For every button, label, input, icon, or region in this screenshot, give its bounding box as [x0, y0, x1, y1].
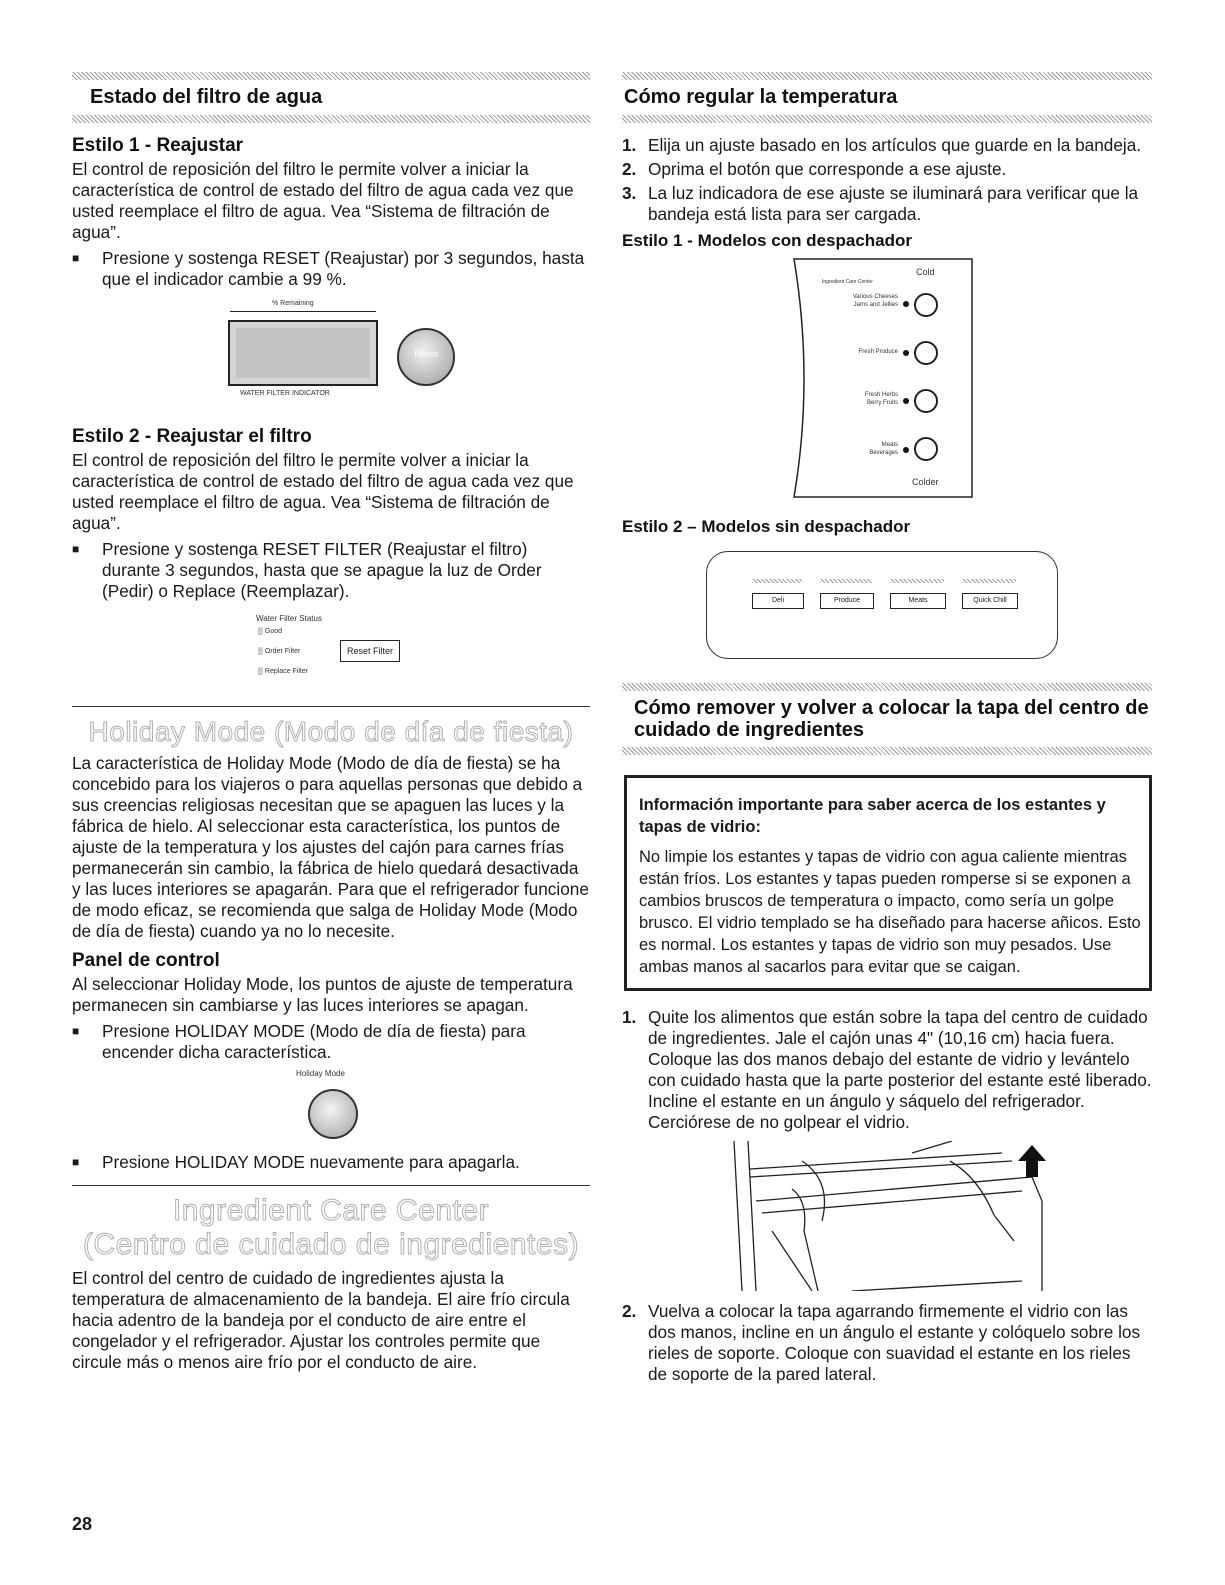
panel-bullet-2 — [72, 1152, 590, 1173]
bullet-text: Presione y sostenga RESET FILTER (Reajustar el filtro) durante 3 segundos, hasta que se apague la luz de Order (Pedir) o Replace (Reemplazar). — [102, 539, 542, 601]
deli-button[interactable]: Deli — [752, 593, 804, 609]
style1-heading: Estilo 1 - Reajustar — [72, 135, 244, 156]
icc-buttons-figure — [622, 545, 1152, 665]
style2-models-heading: Estilo 2 – Modelos sin despachador — [622, 517, 911, 536]
bullet-icon: ■ — [72, 1024, 80, 1038]
divider — [72, 706, 590, 707]
option-herbs: Fresh Herbs Berry Fruits — [864, 392, 898, 406]
icc-body: El control del centro de cuidado de ingredientes ajusta la temperatura de almacenamiento de la bandeja. El aire frío circula hacia adentro de la bandeja por el conducto de aire entre el congelador y el refrigerador. Ajustar los controles permite que circule más o menos aire frío por el conducto de aire. — [72, 1268, 570, 1372]
indicator-display — [228, 320, 378, 386]
colder-label: Colder — [912, 477, 939, 487]
status-title: Water Filter Status — [256, 614, 322, 623]
produce-button[interactable] — [914, 341, 938, 365]
important-info-box — [624, 775, 1152, 991]
remove-step-2: 2. Vuelva a colocar la tapa agarrando firmemente el vidrio con las dos manos, incline en un ángulo el estante y colóquelo sobre los rieles de soporte. Coloque con suavidad el estante en los rieles de soporte de la pared lateral. — [622, 1301, 1141, 1384]
holiday-mode-figure — [72, 1069, 590, 1147]
bullet-icon: ■ — [72, 542, 80, 556]
step-item: 1. Elija un ajuste basado en los artículos que guarde en la bandeja. — [622, 135, 1142, 155]
holiday-body: La característica de Holiday Mode (Modo de día de fiesta) se ha concebido para los viajeros o para aquellas personas que debido a sus creencias religiosas necesitan que se apaguen las luces y la fábrica de hielo. Al seleccionar esta característica, los puntos de ajuste de la temperatura y los ajustes del cajón para carnes frías permanecerán sin cambio, la fábrica de hielo quedará desactivada y las luces interiores se apagarán. Para que el refrigerador funcione de modo eficaz, se recomienda que salga de Holiday Mode (Modo de día de fiesta) cuando ya no lo necesite. — [72, 753, 589, 941]
section-rule — [622, 683, 1152, 691]
option-meats: Meats Beverages — [869, 442, 898, 456]
bullet-icon: ■ — [72, 1155, 80, 1169]
indicator-light — [903, 350, 909, 356]
remaining-label: % Remaining — [272, 300, 314, 307]
page-number: 28 — [72, 1514, 93, 1534]
bullet-text: Presione HOLIDAY MODE nuevamente para apagarla. — [102, 1152, 520, 1172]
divider — [72, 1185, 590, 1186]
holiday-mode-title: Holiday Mode (Modo de día de fiesta) — [88, 716, 574, 747]
option-cheeses: Various Cheeses Jams and Jellies — [852, 294, 898, 308]
section-rule — [72, 72, 590, 80]
style1-body: El control de reposición del filtro le permite volver a iniciar la característica de control de estado del filtro de agua cada vez que usted reemplace el filtro de agua. Vea “Sistema de filtración de agua”. — [72, 159, 574, 242]
info-body: No limpie los estantes y tapas de vidrio con agua caliente mientras están fríos. Los estantes y tapas pueden romperse si se exponen a cambios bruscos de temperatura o impacto, como sería un golpe brusco. El vidrio templado se ha diseñado para hacerse añicos. Esto es normal. Los estantes y tapas de vidrio son muy pesados. Use ambas manos al sacarlos para evitar que se caigan. — [639, 848, 1141, 976]
icc-title-line2: (Centro de cuidado de ingredientes) — [82, 1228, 580, 1261]
quick-chill-button[interactable]: Quick Chill — [962, 593, 1018, 609]
bullet-text: Presione y sostenga RESET (Reajustar) por 3 segundos, hasta que el indicador cambie a 99 %. — [102, 248, 585, 289]
section-rule — [622, 115, 1152, 123]
style1-bullet — [72, 248, 590, 290]
right-column — [622, 72, 1152, 1385]
left-column — [72, 72, 590, 1373]
filter-heading: Estado del filtro de agua — [90, 86, 323, 108]
meats-button[interactable] — [914, 437, 938, 461]
herbs-button[interactable] — [914, 389, 938, 413]
status-order: ▒ Order Filter — [258, 648, 301, 655]
temp-steps — [622, 135, 1152, 225]
icc-title: Ingredient Care Center — [822, 279, 873, 285]
panel-bullet-1 — [72, 1021, 590, 1063]
status-good: ▒ Good — [258, 628, 283, 635]
status-replace: ▒ Replace Filter — [258, 668, 309, 675]
step-item: 2. Oprima el botón que corresponde a ese ajuste. — [622, 159, 1007, 179]
style2-heading: Estilo 2 - Reajustar el filtro — [72, 426, 312, 447]
cover-drawing — [622, 1141, 1152, 1291]
remove-cover-illustration — [622, 1141, 1152, 1291]
section-rule — [622, 72, 1152, 80]
indicator-caption: WATER FILTER INDICATOR — [240, 390, 330, 397]
section-rule — [72, 115, 590, 123]
style2-body: El control de reposición del filtro le permite volver a iniciar la característica de control de estado del filtro de agua cada vez que usted reemplace el filtro de agua. Vea “Sistema de filtración de agua”. — [72, 450, 574, 533]
temp-heading: Cómo regular la temperatura — [624, 86, 898, 108]
bullet-text: Presione HOLIDAY MODE (Modo de día de fiesta) para encender dicha característica. — [102, 1021, 526, 1062]
holiday-mode-button[interactable] — [308, 1089, 358, 1139]
meats-button[interactable]: Meats — [890, 593, 946, 609]
icc-title-line1: Ingredient Care Center — [172, 1194, 490, 1227]
indicator-light — [903, 398, 909, 404]
reset-label: Reset — [414, 349, 438, 359]
option-produce: Fresh Produce — [858, 349, 898, 355]
water-filter-indicator-figure — [72, 300, 590, 410]
info-title: Información importante para saber acerca de los estantes y tapas de vidrio: — [639, 796, 1106, 836]
produce-button[interactable]: Produce — [820, 593, 874, 609]
remove-step-1: 1. Quite los alimentos que están sobre la tapa del centro de cuidado de ingredientes. Jale el cajón unas 4" (10,16 cm) hacia fuera. Coloque las dos manos debajo del estante de vidrio y levántelo con cuidado hasta que la parte posterior del estante esté liberado. Incline el estante en un ángulo y sáquelo del refrigerador. Cerciórese de no golpear el vidrio. — [622, 1007, 1152, 1132]
remove-cover-heading: Cómo remover y volver a colocar la tapa del centro de cuidado de ingredientes — [634, 697, 1149, 741]
cheeses-button[interactable] — [914, 293, 938, 317]
reset-filter-button[interactable]: Reset Filter — [340, 640, 400, 662]
style2-bullet — [72, 539, 590, 602]
reset-button[interactable] — [397, 328, 455, 386]
indicator-light — [903, 447, 909, 453]
bullet-icon: ■ — [72, 251, 80, 265]
indicator-top-line — [230, 311, 376, 312]
holiday-mode-label: Holiday Mode — [296, 1069, 345, 1078]
indicator-light — [903, 301, 909, 307]
icc-control-figure — [622, 257, 1152, 507]
style1-models-heading: Estilo 1 - Modelos con despachador — [622, 231, 912, 250]
step-item: 3. La luz indicadora de ese ajuste se iluminará para verificar que la bandeja está lista para ser cargada. — [622, 183, 1139, 224]
panel-body: Al seleccionar Holiday Mode, los puntos de ajuste de temperatura permanecen sin cambiarse y las luces interiores se apagan. — [72, 974, 573, 1015]
water-filter-status-figure — [72, 614, 590, 696]
section-rule — [622, 747, 1152, 755]
panel-heading: Panel de control — [72, 950, 220, 971]
cold-label: Cold — [916, 267, 935, 277]
